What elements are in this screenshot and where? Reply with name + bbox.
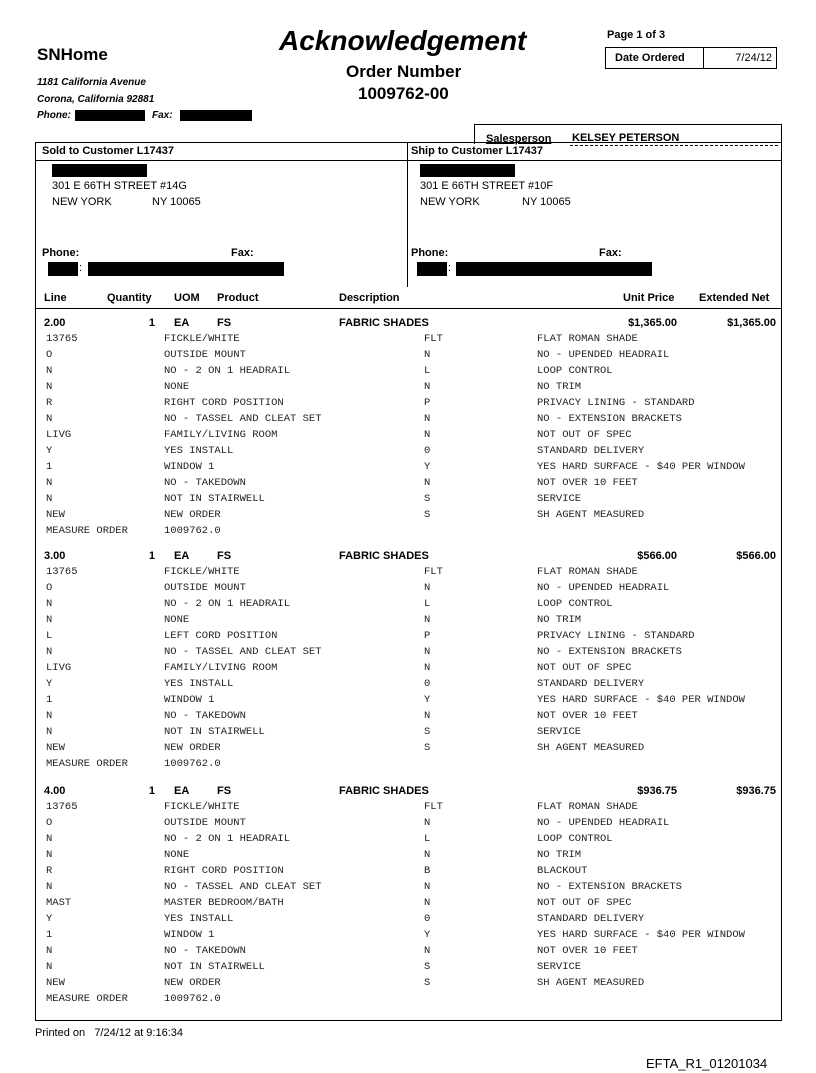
company-phone-label: Phone: <box>37 110 71 121</box>
option-cell: NO - 2 ON 1 HEADRAIL <box>164 365 291 377</box>
option-cell: WINDOW 1 <box>164 929 215 941</box>
option-cell: SH AGENT MEASURED <box>537 977 645 989</box>
option-cell: NO - TAKEDOWN <box>164 710 246 722</box>
ship-to-header: Ship to Customer L17437 <box>411 145 544 157</box>
option-cell: NO - TAKEDOWN <box>164 945 246 957</box>
option-cell: N <box>424 945 431 957</box>
col-extended-net: Extended Net <box>699 292 770 304</box>
option-cell: 1009762.0 <box>164 993 221 1005</box>
extended-net: $566.00 <box>736 550 776 562</box>
option-cell: STANDARD DELIVERY <box>537 913 645 925</box>
option-cell: P <box>424 397 431 409</box>
date-ordered-value: 7/24/12 <box>735 52 772 64</box>
ship-to-street: 301 E 66TH STREET #10F <box>420 180 554 192</box>
option-cell: S <box>424 509 431 521</box>
option-cell: N <box>424 429 431 441</box>
option-cell: 1 <box>46 694 53 706</box>
option-cell: S <box>424 742 431 754</box>
option-cell: 13765 <box>46 801 78 813</box>
option-cell: N <box>46 945 53 957</box>
ship-to-phone-label: Phone: <box>411 247 449 259</box>
option-cell: NO - TASSEL AND CLEAT SET <box>164 646 322 658</box>
redacted-sold-to-fax <box>88 262 284 276</box>
option-cell: NEW ORDER <box>164 509 221 521</box>
option-cell: LEFT CORD POSITION <box>164 630 278 642</box>
date-ordered-box <box>605 47 777 69</box>
option-cell: FLAT ROMAN SHADE <box>537 801 638 813</box>
option-cell: N <box>424 662 431 674</box>
sold-to-phone-label: Phone: <box>42 247 80 259</box>
extended-net: $1,365.00 <box>727 317 776 329</box>
option-cell: 1009762.0 <box>164 758 221 770</box>
order-number: 1009762-00 <box>358 84 449 103</box>
redacted-sold-to-phone <box>48 262 78 276</box>
company-fax-label: Fax: <box>152 110 173 121</box>
option-cell: NO - 2 ON 1 HEADRAIL <box>164 833 291 845</box>
option-cell: YES INSTALL <box>164 678 234 690</box>
option-cell: N <box>46 726 53 738</box>
redacted-ship-to-phone <box>417 262 447 276</box>
option-cell: N <box>46 833 53 845</box>
order-number-label: Order Number <box>346 62 462 81</box>
option-cell: YES HARD SURFACE - $40 PER WINDOW <box>537 461 745 473</box>
option-cell: FAMILY/LIVING ROOM <box>164 662 278 674</box>
option-cell: RIGHT CORD POSITION <box>164 397 284 409</box>
salesperson-name: KELSEY PETERSON <box>572 132 680 144</box>
col-description: Description <box>339 292 400 304</box>
option-cell: NO - TAKEDOWN <box>164 477 246 489</box>
quantity: 1 <box>148 317 155 329</box>
option-cell: L <box>46 630 53 642</box>
option-cell: NO - TASSEL AND CLEAT SET <box>164 881 322 893</box>
line-number: 2.00 <box>44 317 66 329</box>
page-indicator: Page 1 of 3 <box>607 29 666 41</box>
option-cell: NONE <box>164 849 190 861</box>
option-cell: O <box>46 582 53 594</box>
redacted-company-phone <box>75 110 145 121</box>
option-cell: SERVICE <box>537 726 582 738</box>
option-cell: FLT <box>424 566 443 578</box>
option-cell: FLT <box>424 801 443 813</box>
option-cell: NEW <box>46 977 65 989</box>
option-cell: Y <box>424 461 431 473</box>
option-cell: NOT IN STAIRWELL <box>164 961 265 973</box>
uom: EA <box>174 317 190 329</box>
sold-to-city: NEW YORK <box>52 196 112 208</box>
option-cell: STANDARD DELIVERY <box>537 678 645 690</box>
option-cell: Y <box>424 694 431 706</box>
option-cell: NO - TASSEL AND CLEAT SET <box>164 413 322 425</box>
option-cell: MEASURE ORDER <box>46 993 128 1005</box>
ship-to-fax-label: Fax: <box>599 247 622 259</box>
option-cell: WINDOW 1 <box>164 694 215 706</box>
option-cell: NOT OUT OF SPEC <box>537 429 632 441</box>
option-cell: O <box>46 817 53 829</box>
option-cell: O <box>46 349 53 361</box>
product-code: FS <box>217 550 232 562</box>
option-cell: N <box>46 381 53 393</box>
redacted-ship-to-fax <box>456 262 652 276</box>
option-cell: LIVG <box>46 662 72 674</box>
ship-to-city: NEW YORK <box>420 196 480 208</box>
option-cell: BLACKOUT <box>537 865 588 877</box>
option-cell: NO TRIM <box>537 849 582 861</box>
option-cell: NO - UPENDED HEADRAIL <box>537 349 670 361</box>
option-cell: FICKLE/WHITE <box>164 566 240 578</box>
option-cell: STANDARD DELIVERY <box>537 445 645 457</box>
option-cell: N <box>46 646 53 658</box>
option-cell: NO - EXTENSION BRACKETS <box>537 646 682 658</box>
option-cell: LIVG <box>46 429 72 441</box>
option-cell: N <box>424 582 431 594</box>
option-cell: N <box>46 849 53 861</box>
option-cell: YES INSTALL <box>164 445 234 457</box>
company-address-line2: Corona, California 92881 <box>37 94 155 105</box>
option-cell: 13765 <box>46 333 78 345</box>
option-cell: N <box>424 477 431 489</box>
option-cell: 0 <box>424 913 431 925</box>
uom: EA <box>174 785 190 797</box>
option-cell: NOT OVER 10 FEET <box>537 477 638 489</box>
option-cell: SH AGENT MEASURED <box>537 742 645 754</box>
ship-to-phone-colon: : <box>448 262 452 274</box>
option-cell: 0 <box>424 678 431 690</box>
option-cell: N <box>46 493 53 505</box>
option-cell: 13765 <box>46 566 78 578</box>
option-cell: L <box>424 833 431 845</box>
option-cell: SH AGENT MEASURED <box>537 509 645 521</box>
salesperson-label: Salesperson <box>486 133 552 145</box>
option-cell: MASTER BEDROOM/BATH <box>164 897 284 909</box>
option-cell: NO - EXTENSION BRACKETS <box>537 413 682 425</box>
sold-to-street: 301 E 66TH STREET #14G <box>52 180 187 192</box>
option-cell: L <box>424 365 431 377</box>
option-cell: MEASURE ORDER <box>46 758 128 770</box>
option-cell: N <box>424 614 431 626</box>
option-cell: N <box>46 365 53 377</box>
quantity: 1 <box>148 550 155 562</box>
option-cell: N <box>46 881 53 893</box>
option-cell: NEW <box>46 509 65 521</box>
description: FABRIC SHADES <box>339 317 429 329</box>
option-cell: NOT IN STAIRWELL <box>164 726 265 738</box>
sold-to-fax-label: Fax: <box>231 247 254 259</box>
option-cell: LOOP CONTROL <box>537 833 613 845</box>
product-code: FS <box>217 317 232 329</box>
option-cell: FLAT ROMAN SHADE <box>537 566 638 578</box>
col-product: Product <box>217 292 259 304</box>
option-cell: Y <box>46 678 53 690</box>
option-cell: YES HARD SURFACE - $40 PER WINDOW <box>537 694 745 706</box>
option-cell: NOT OUT OF SPEC <box>537 662 632 674</box>
option-cell: YES HARD SURFACE - $40 PER WINDOW <box>537 929 745 941</box>
option-cell: P <box>424 630 431 642</box>
option-cell: 1 <box>46 929 53 941</box>
option-cell: N <box>46 710 53 722</box>
option-cell: N <box>46 477 53 489</box>
option-cell: S <box>424 961 431 973</box>
option-cell: OUTSIDE MOUNT <box>164 582 246 594</box>
option-cell: 1 <box>46 461 53 473</box>
option-cell: FICKLE/WHITE <box>164 801 240 813</box>
extended-net: $936.75 <box>736 785 776 797</box>
option-cell: LOOP CONTROL <box>537 598 613 610</box>
option-cell: YES INSTALL <box>164 913 234 925</box>
option-cell: OUTSIDE MOUNT <box>164 349 246 361</box>
option-cell: NO - EXTENSION BRACKETS <box>537 881 682 893</box>
option-cell: RIGHT CORD POSITION <box>164 865 284 877</box>
description: FABRIC SHADES <box>339 550 429 562</box>
option-cell: N <box>424 897 431 909</box>
option-cell: NO TRIM <box>537 614 582 626</box>
ship-to-state-zip: NY 10065 <box>522 196 571 208</box>
sold-to-phone-colon: : <box>79 262 83 274</box>
option-cell: L <box>424 598 431 610</box>
option-cell: N <box>46 614 53 626</box>
description: FABRIC SHADES <box>339 785 429 797</box>
option-cell: FAMILY/LIVING ROOM <box>164 429 278 441</box>
option-cell: PRIVACY LINING - STANDARD <box>537 397 695 409</box>
quantity: 1 <box>148 785 155 797</box>
col-quantity: Quantity <box>107 292 152 304</box>
col-unit-price: Unit Price <box>623 292 675 304</box>
option-cell: Y <box>424 929 431 941</box>
option-cell: NO - UPENDED HEADRAIL <box>537 582 670 594</box>
redacted-ship-to-name <box>420 164 515 177</box>
option-cell: N <box>46 961 53 973</box>
option-cell: NONE <box>164 614 190 626</box>
option-cell: FLAT ROMAN SHADE <box>537 333 638 345</box>
option-cell: N <box>424 646 431 658</box>
option-cell: NO - 2 ON 1 HEADRAIL <box>164 598 291 610</box>
company-name: SNHome <box>37 45 108 64</box>
option-cell: SERVICE <box>537 493 582 505</box>
line-number: 3.00 <box>44 550 66 562</box>
unit-price: $936.75 <box>637 785 677 797</box>
document-id: EFTA_R1_01201034 <box>646 1056 768 1071</box>
option-cell: N <box>46 598 53 610</box>
redacted-company-fax <box>180 110 252 121</box>
product-code: FS <box>217 785 232 797</box>
option-cell: SERVICE <box>537 961 582 973</box>
option-cell: R <box>46 865 53 877</box>
option-cell: NOT IN STAIRWELL <box>164 493 265 505</box>
unit-price: $1,365.00 <box>628 317 677 329</box>
option-cell: N <box>424 349 431 361</box>
option-cell: N <box>424 413 431 425</box>
option-cell: NO - UPENDED HEADRAIL <box>537 817 670 829</box>
line-number: 4.00 <box>44 785 66 797</box>
option-cell: N <box>424 849 431 861</box>
col-uom: UOM <box>174 292 200 304</box>
option-cell: 0 <box>424 445 431 457</box>
date-ordered-label: Date Ordered <box>615 52 685 64</box>
option-cell: NO TRIM <box>537 381 582 393</box>
option-cell: NOT OUT OF SPEC <box>537 897 632 909</box>
option-cell: NEW ORDER <box>164 742 221 754</box>
option-cell: N <box>46 413 53 425</box>
uom: EA <box>174 550 190 562</box>
option-cell: R <box>46 397 53 409</box>
option-cell: N <box>424 881 431 893</box>
option-cell: S <box>424 726 431 738</box>
option-cell: PRIVACY LINING - STANDARD <box>537 630 695 642</box>
option-cell: NEW ORDER <box>164 977 221 989</box>
option-cell: FLT <box>424 333 443 345</box>
option-cell: MAST <box>46 897 72 909</box>
option-cell: Y <box>46 445 53 457</box>
document-title: Acknowledgement <box>279 25 527 56</box>
unit-price: $566.00 <box>637 550 677 562</box>
option-cell: OUTSIDE MOUNT <box>164 817 246 829</box>
option-cell: FICKLE/WHITE <box>164 333 240 345</box>
option-cell: N <box>424 710 431 722</box>
sold-to-header: Sold to Customer L17437 <box>42 145 175 157</box>
option-cell: 1009762.0 <box>164 525 221 537</box>
option-cell: B <box>424 865 431 877</box>
option-cell: S <box>424 977 431 989</box>
printed-on: Printed on 7/24/12 at 9:16:34 <box>35 1027 184 1039</box>
option-cell: NOT OVER 10 FEET <box>537 945 638 957</box>
company-address-line1: 1181 California Avenue <box>37 77 146 88</box>
col-line: Line <box>44 292 67 304</box>
option-cell: NONE <box>164 381 190 393</box>
option-cell: NEW <box>46 742 65 754</box>
option-cell: NOT OVER 10 FEET <box>537 710 638 722</box>
option-cell: N <box>424 381 431 393</box>
option-cell: N <box>424 817 431 829</box>
option-cell: Y <box>46 913 53 925</box>
sold-to-state-zip: NY 10065 <box>152 196 201 208</box>
option-cell: LOOP CONTROL <box>537 365 613 377</box>
option-cell: MEASURE ORDER <box>46 525 128 537</box>
redacted-sold-to-name <box>52 164 147 177</box>
option-cell: WINDOW 1 <box>164 461 215 473</box>
option-cell: S <box>424 493 431 505</box>
